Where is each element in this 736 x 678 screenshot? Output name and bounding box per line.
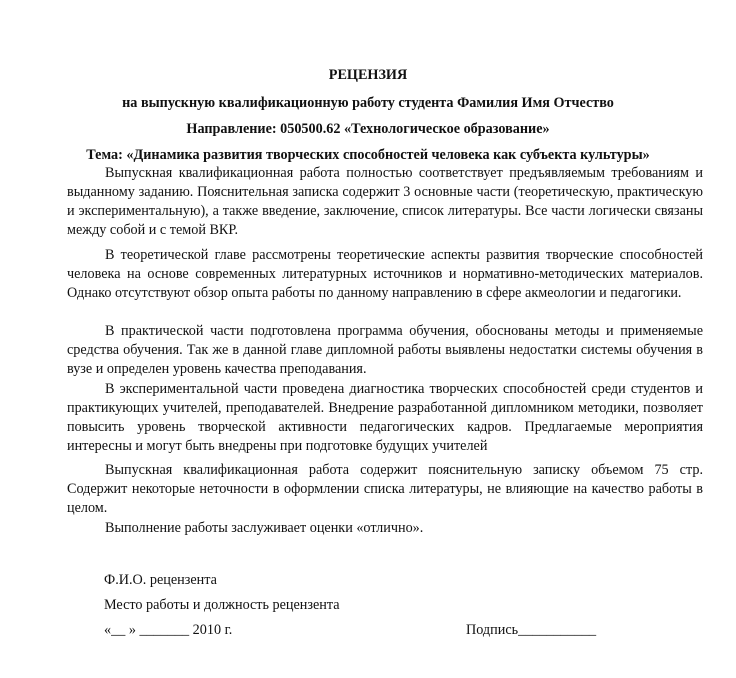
paragraph-practice: В практической части подготовлена программа обучения, обоснованы методы и применяемые средства обучения. Так же в данной главе дипломной работы выявлены недостатки системы обучения в вузе и определен уровень качества преподавания.: [67, 323, 703, 377]
paragraph-grade: Выполнение работы заслуживает оценки «отлично».: [105, 520, 424, 536]
paragraph-theory: В теоретической главе рассмотрены теоретические аспекты развития творческие способностей человека на основе современных литературных источников и нормативно-методических материалов. Однако отсутствуют обзор опыта работы по данному направлению в сфере акмеологии и педагогики.: [67, 247, 703, 301]
document-subtitle: на выпускную квалификационную работу студента Фамилия Имя Отчество: [122, 95, 614, 111]
reviewer-workplace-line: Место работы и должность рецензента: [104, 597, 340, 613]
date-line: «__ » _______ 2010 г.: [104, 622, 233, 638]
paragraph-experiment: В экспериментальной части проведена диагностика творческих способностей среди студентов и практикующих учителей, преподавателей. Внедрение разработанной дипломником методики, позволяет повысить уровень творческой активности педагогических кадров. Предлагаемые мероприятия интересны и могут быть внедрены при подготовке будущих учителей: [67, 381, 703, 454]
reviewer-name-line: Ф.И.О. рецензента: [104, 572, 217, 588]
paragraph-compliance: Выпускная квалификационная работа полностью соответствует предъявляемым требованиям и выданному заданию. Пояснительная записка содержит 3 основные части (теоретическую, практическую и экспериментальную), а также введение, заключение, список литературы. Все части логически связаны между собой и с темой ВКР.: [67, 165, 703, 238]
document-title: РЕЦЕНЗИЯ: [328, 67, 408, 83]
signature-line: Подпись___________: [466, 622, 597, 638]
document-topic: Тема: «Динамика развития творческих способностей человека как субъекта культуры»: [86, 147, 650, 163]
paragraph-volume: Выпускная квалификационная работа содержит пояснительную записку объемом 75 стр. Содержит некоторые неточности в оформлении списка литературы, не влияющие на качество работы в целом.: [67, 462, 703, 516]
document-direction: Направление: 050500.62 «Технологическое образование»: [186, 121, 550, 137]
